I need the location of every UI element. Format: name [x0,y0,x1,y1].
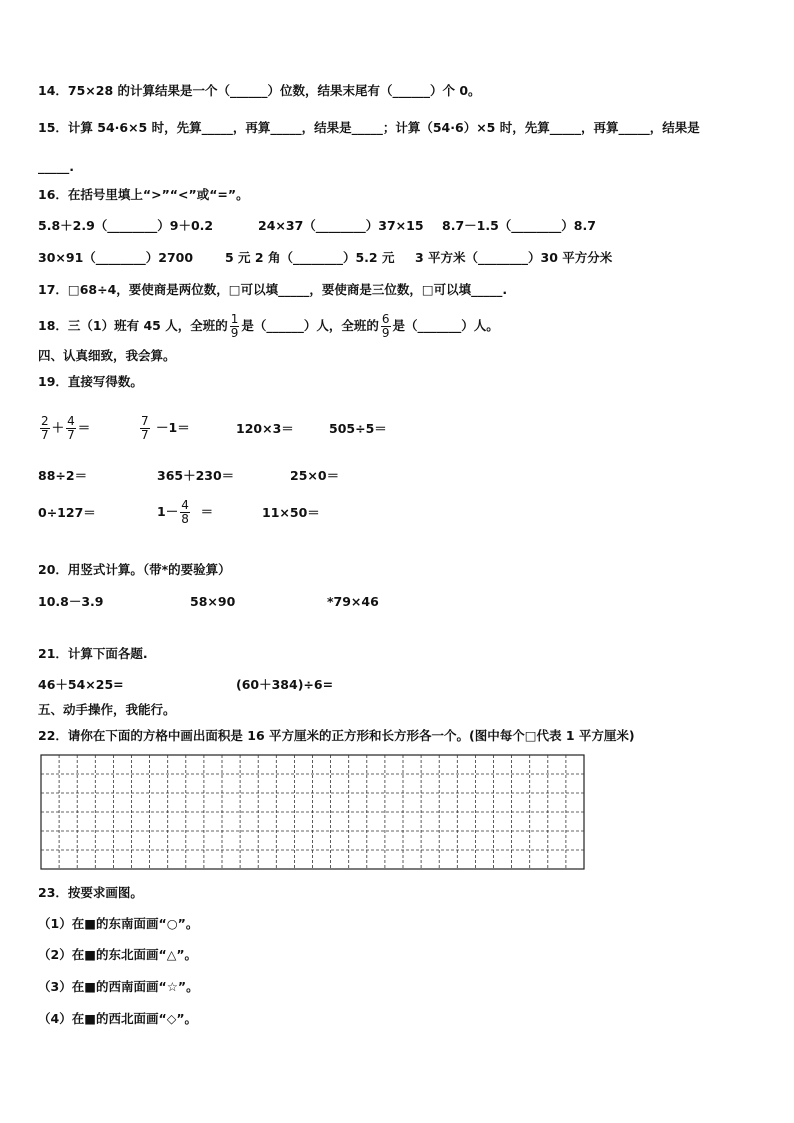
frac-den: 9 [230,326,239,340]
compare-item: 30×91（________）2700 [38,250,194,265]
calc-fraction-minus [138,410,190,446]
calc-item: 46＋54×25= [38,677,124,692]
calc-item: 120×3＝ [236,421,294,436]
vertical-calc-item: 10.8－3.9 [38,594,104,609]
frac-den: 7 [141,428,149,442]
question-15-line2: _____. [38,159,74,174]
frac-den: 8 [181,512,189,526]
calc-item: 11×50＝ [262,505,320,520]
frac-den: 7 [67,428,75,442]
question-17: 17．□68÷4，要使商是两位数，□可以填_____，要使商是三位数，□可以填_____. [38,282,508,297]
section-4-heading: 四、认真细致，我会算。 [38,348,176,363]
compare-item: 5.8＋2.9（________）9＋0.2 [38,218,214,233]
compare-item: 5 元 2 角（________）5.2 元 [225,250,395,265]
instruction-item: （4）在■的西北面画“◇”。 [38,1011,198,1026]
fraction-one-ninth [230,313,240,340]
frac-num: 6 [381,312,390,326]
question-19-title: 19．直接写得数。 [38,374,143,389]
calc-item: 25×0＝ [290,468,340,483]
question-14: 14．75×28 的计算结果是一个（______）位数，结果末尾有（______）个 0。 [38,83,481,98]
question-16-title: 16．在括号里填上“>”“<”或“=”。 [38,187,249,202]
instruction-item: （1）在■的东南面画“○”。 [38,916,199,931]
question-18 [38,309,499,343]
calc-item: 505÷5＝ [329,421,387,436]
frac-num: 4 [67,414,75,428]
vertical-calc-item: *79×46 [327,594,379,609]
fraction [40,415,50,442]
plus-sign: ＋ [51,420,65,435]
vertical-calc-item: 58×90 [190,594,236,609]
q18-mid: 是（______）人，全班的 [241,318,379,333]
fraction-six-ninths [381,313,391,340]
frac-den: 7 [41,428,49,442]
frac-num: 1 [230,312,239,326]
question-20-title: 20．用竖式计算。（带*的要验算） [38,562,231,577]
question-22: 22．请你在下面的方格中画出面积是 16 平方厘米的正方形和长方形各一个。(图中每个□代表 1 平方厘米) [38,728,635,743]
calc-rest: －1＝ [156,420,190,435]
q18-suffix: 是（_______）人。 [392,318,499,333]
instruction-item: （2）在■的东北面画“△”。 [38,947,198,962]
equals-sign: ＝ [200,504,214,519]
fraction [180,499,190,526]
frac-num: 7 [141,414,149,428]
calc-item: 0÷127＝ [38,505,96,520]
equals-sign: ＝ [77,420,91,435]
compare-item: 24×37（________）37×15 [258,218,424,233]
calc-one-minus-fraction [157,494,213,530]
frac-num: 4 [181,498,189,512]
compare-item: 3 平方米（________）30 平方分米 [415,250,613,265]
fraction [66,415,76,442]
calc-item: (60＋384)÷6= [236,677,334,692]
question-15-line1: 15．计算 54·6×5 时，先算_____，再算_____，结果是_____；计算（54·6）×5 时，先算_____，再算_____，结果是 [38,120,700,135]
question-23-title: 23．按要求画图。 [38,885,143,900]
instruction-item: （3）在■的西南面画“☆”。 [38,979,199,994]
frac-den: 9 [381,326,390,340]
question-21-title: 21．计算下面各题. [38,646,148,661]
calc-item: 88÷2＝ [38,468,88,483]
calc-item: 365＋230＝ [157,468,235,483]
q18-prefix: 18．三（1）班有 45 人，全班的 [38,318,228,333]
square-grid[interactable] [40,754,585,870]
section-5-heading: 五、动手操作，我能行。 [38,702,176,717]
fraction [140,415,150,442]
compare-item: 8.7－1.5（________）8.7 [442,218,596,233]
calc-fraction-sum [38,410,90,446]
calc-prefix: 1－ [157,504,179,519]
frac-num: 2 [41,414,49,428]
